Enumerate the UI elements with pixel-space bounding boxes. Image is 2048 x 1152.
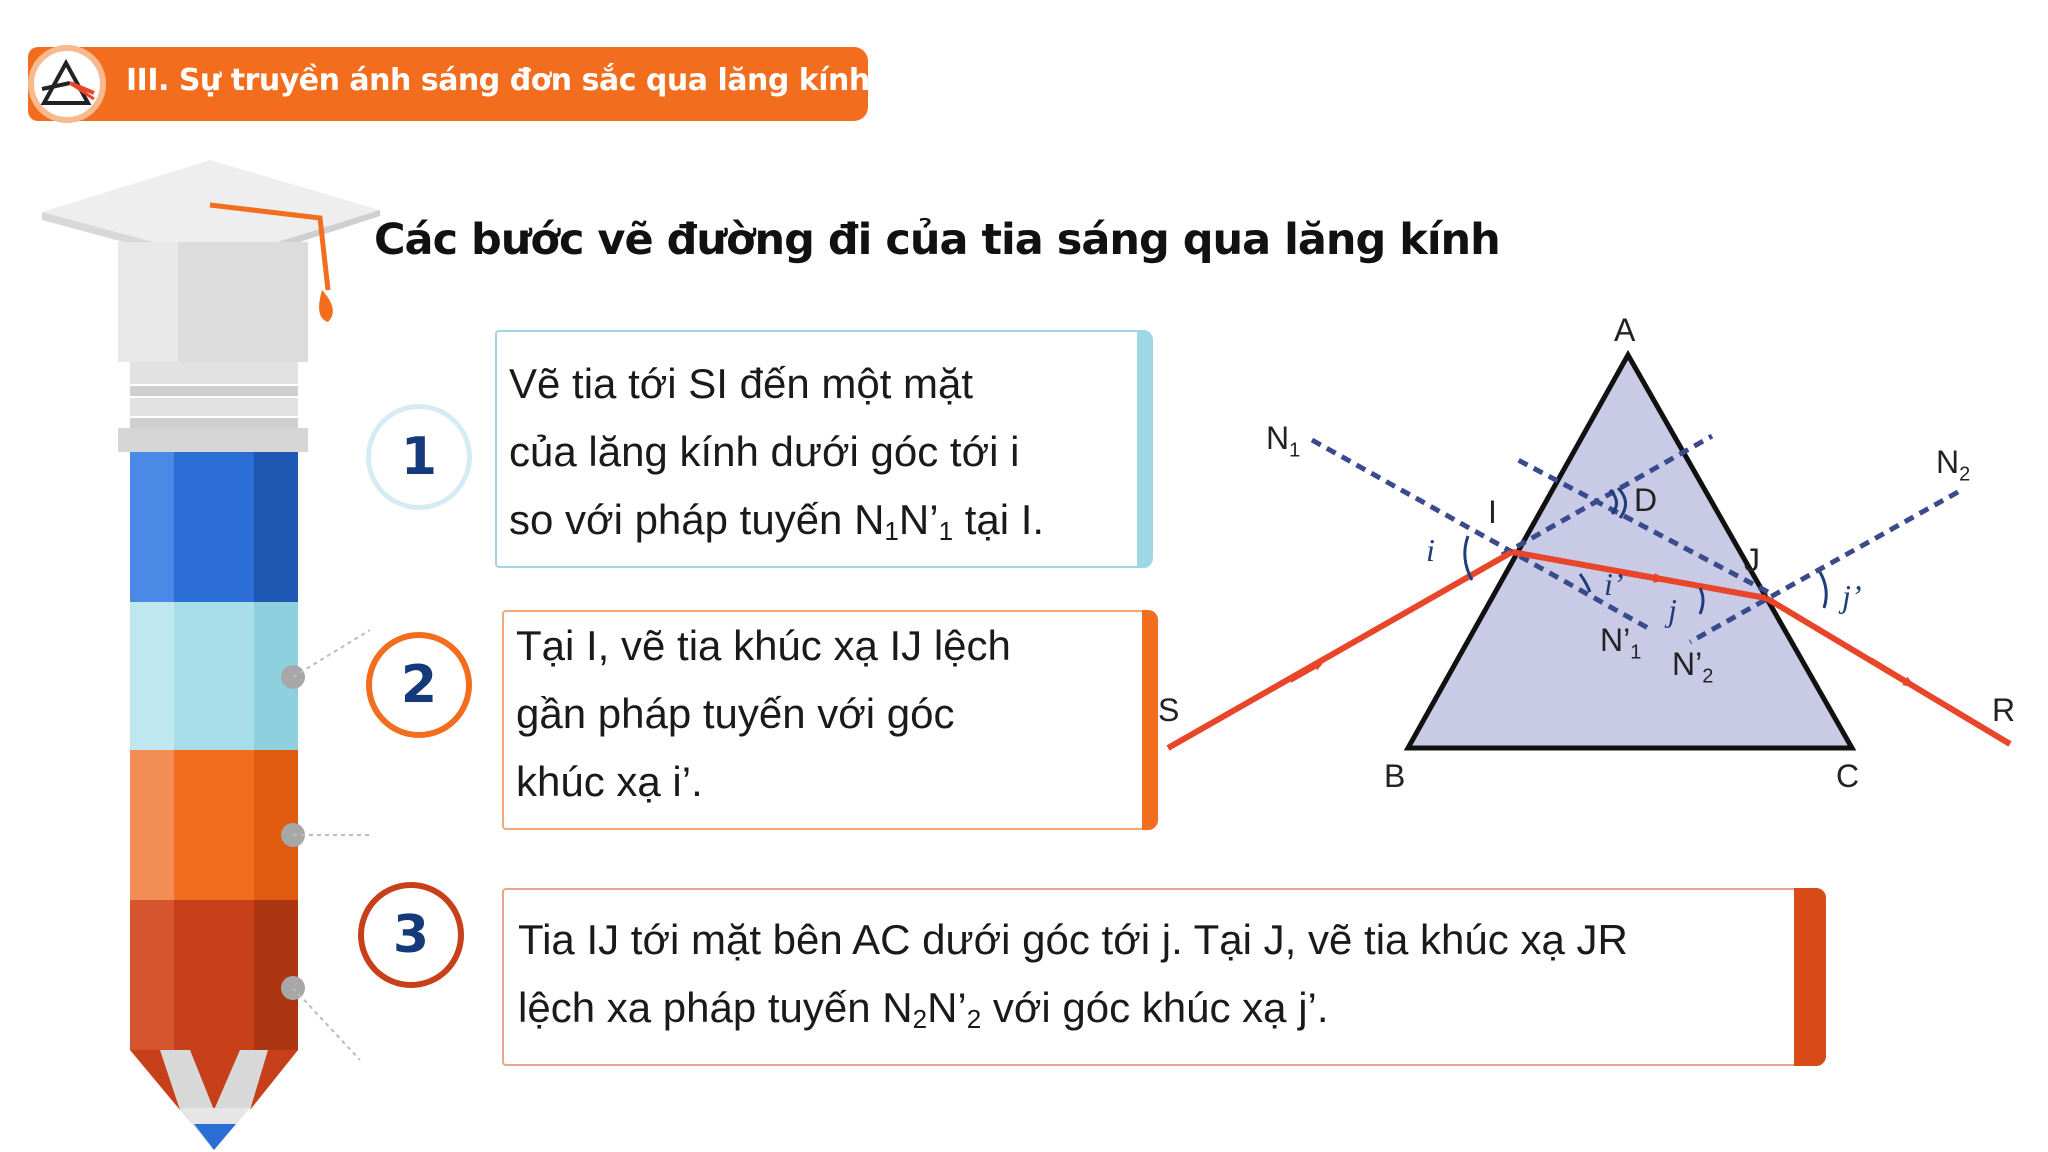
step-1-number: 1 bbox=[366, 404, 472, 510]
step-1-line-3: so với pháp tuyến $N_1N’_1$ tại I. bbox=[509, 496, 1045, 546]
vertex-c-label: C bbox=[1836, 758, 1860, 794]
normal-n2-label: $N_2$ bbox=[1936, 444, 1971, 486]
step-2-number: 2 bbox=[366, 632, 472, 738]
step-3-line-2: lệch xa pháp tuyến $N_2N’_2$ với góc khúc xạ j’. bbox=[518, 984, 1329, 1034]
step-2-line-1: Tại I, vẽ tia khúc xạ IJ lệch bbox=[516, 622, 1011, 669]
normal-n2-prime-label: $N’_2$ bbox=[1672, 646, 1714, 688]
vertex-a-label: A bbox=[1614, 312, 1636, 348]
angle-i-prime-label: i’ bbox=[1604, 566, 1624, 602]
main-title: Các bước vẽ đường đi của tia sáng qua lăng kính bbox=[374, 215, 1500, 265]
prism-triangle bbox=[1408, 355, 1852, 748]
angle-j-prime-label: j’ bbox=[1842, 578, 1862, 614]
normal-n1-prime-label: $N’_1$ bbox=[1600, 622, 1642, 664]
point-r-label: R bbox=[1992, 692, 2016, 728]
step-2-line-3: khúc xạ i’. bbox=[516, 758, 703, 805]
point-i-label: I bbox=[1488, 494, 1497, 530]
point-j-label: J bbox=[1744, 542, 1760, 578]
vertex-b-label: B bbox=[1384, 758, 1406, 794]
step-1-line-2: của lăng kính dưới góc tới i bbox=[509, 428, 1020, 475]
angle-i-label: i bbox=[1426, 532, 1435, 568]
step-2-line-2: gần pháp tuyến với góc bbox=[516, 690, 955, 737]
point-s-label: S bbox=[1158, 692, 1180, 728]
step-3-line-1: Tia IJ tới mặt bên AC dưới góc tới j. Tại J, vẽ tia khúc xạ JR bbox=[518, 916, 1628, 963]
step-3-number: 3 bbox=[358, 882, 464, 988]
header-title: III. Sự truyền ánh sáng đơn sắc qua lăng kính bbox=[126, 63, 870, 98]
angle-j-label: j bbox=[1668, 592, 1677, 628]
vertex-d-label: D bbox=[1634, 482, 1658, 518]
normal-n1-label: $N_1$ bbox=[1266, 420, 1301, 462]
step-1-line-1: Vẽ tia tới SI đến một mặt bbox=[509, 360, 974, 407]
